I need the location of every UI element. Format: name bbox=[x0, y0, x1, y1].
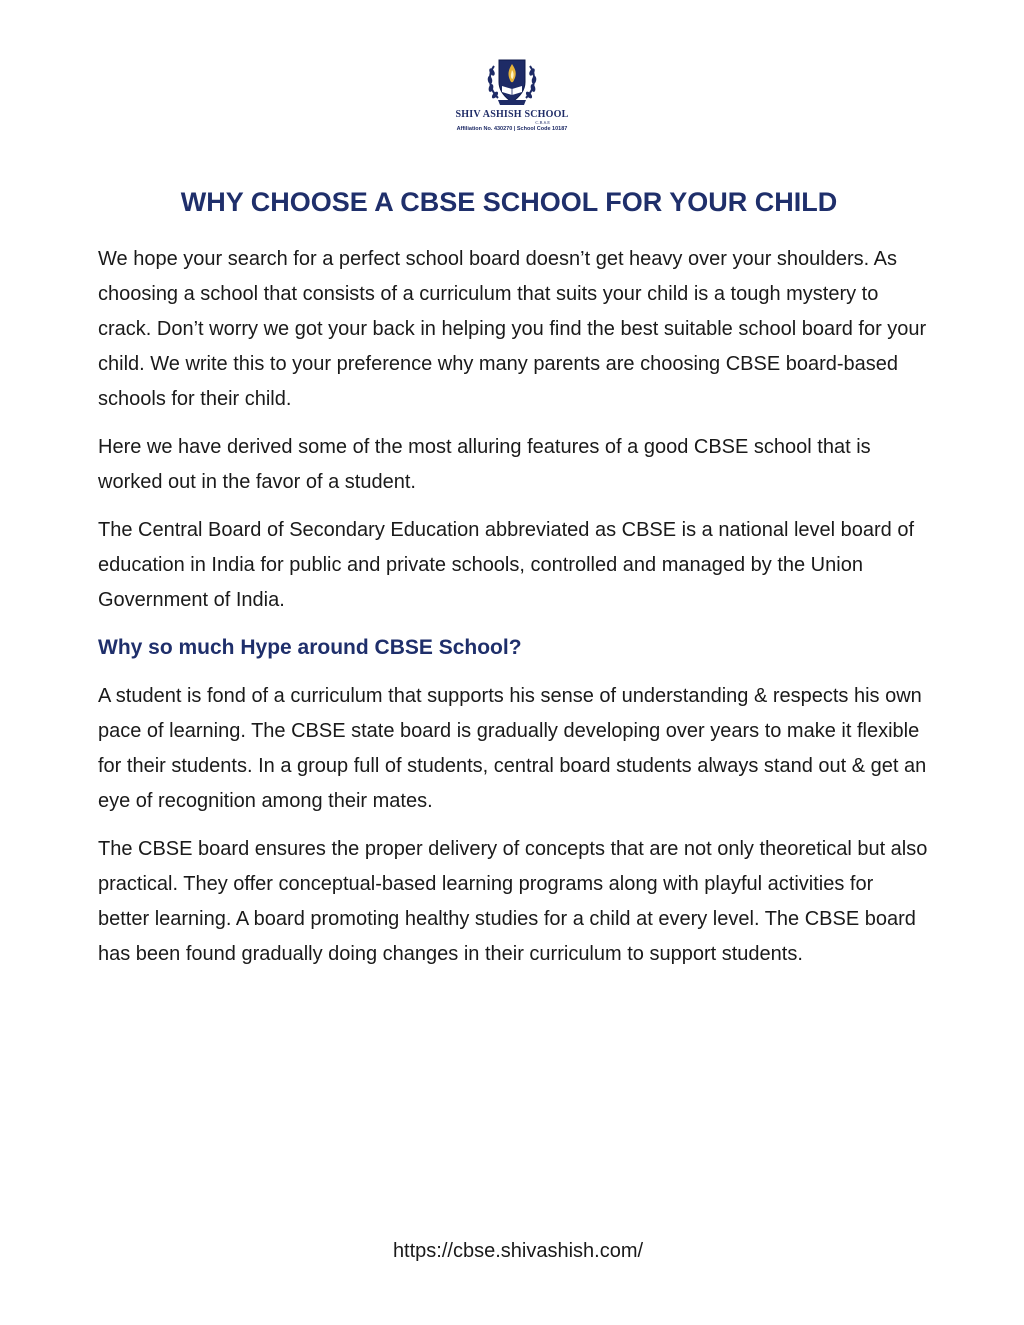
school-name: SHIV ASHISH SCHOOL bbox=[455, 109, 569, 120]
intro-paragraph: We hope your search for a perfect school board doesn’t get heavy over your shoulders. As choosing a school that consists of a curriculum that suits your child is a tough mystery to crack. Don’t worry we got your back in helping you find the best suitable school board for your child. We write this to your preference why many parents are choosing CBSE board-based schools for their child. bbox=[98, 248, 927, 410]
school-logo bbox=[442, 56, 582, 140]
school-affiliation: Affiliation No. 430270 | School Code 10187 bbox=[456, 126, 568, 132]
section-paragraph-2: The CBSE board ensures the proper delivery of concepts that are not only theoretical but also practical. They offer conceptual-based learning programs along with playful activities for better learning. A board promoting healthy studies for a child at every level. The CBSE board has been found gradually doing changes in their curriculum to support students. bbox=[98, 838, 928, 965]
article-body bbox=[98, 182, 928, 985]
definition-paragraph: The Central Board of Secondary Education abbreviated as CBSE is a national level board of education in India for public and private schools, controlled and managed by the Union Government of India. bbox=[98, 519, 915, 611]
page-title: WHY CHOOSE A CBSE SCHOOL FOR YOUR CHILD bbox=[180, 187, 838, 217]
school-crest-icon bbox=[484, 56, 540, 108]
features-paragraph: Here we have derived some of the most alluring features of a good CBSE school that is worked out in the favor of a student. bbox=[98, 436, 871, 493]
footer-url[interactable]: https://cbse.shivashish.com/ bbox=[392, 1240, 644, 1262]
section-paragraph-1: A student is fond of a curriculum that supports his sense of understanding & respects his own pace of learning. The CBSE state board is gradually developing over years to make it flexible for their students. In a group full of students, central board students always stand out & get an eye of recognition among their mates. bbox=[98, 685, 927, 812]
section-heading: Why so much Hype around CBSE School? bbox=[98, 636, 522, 659]
school-board: C.B.S.E bbox=[535, 120, 550, 125]
